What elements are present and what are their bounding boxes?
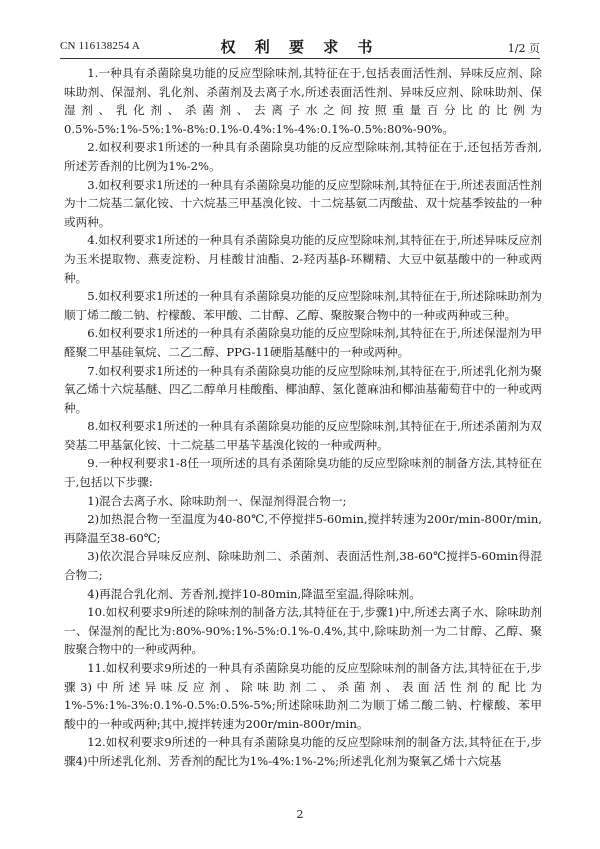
claim-step: 2)加热混合物一至温度为40-80℃,不停搅拌5-60min,搅拌转速为200r/min-800r/min,再降温至38-60℃; xyxy=(64,512,542,545)
claim-paragraph: 9.一种权利要求1-8任一项所述的具有杀菌除臭功能的反应型除味剂的制备方法,其特征在于,包括以下步骤: xyxy=(64,456,542,490)
claim-paragraph: 6.如权利要求1所述的一种具有杀菌除臭功能的反应型除味剂,其特征在于,所述保湿剂为甲醛聚二甲基硅氧烷、二乙二醇、PPG-11硬脂基醚中的一种或两种。 xyxy=(64,326,542,359)
claim-paragraph: 8.如权利要求1所述的一种具有杀菌除臭功能的反应型除味剂,其特征在于,所述杀菌剂为双癸基二甲基氯化铵、十二烷基二甲基苄基溴化铵的一种或两种。 xyxy=(64,419,542,452)
claim-paragraph: 3.如权利要求1所述的一种具有杀菌除臭功能的反应型除味剂,其特征在于,所述表面活性剂为十二烷基二氯化铵、十六烷基三甲基溴化铵、十二烷基氨二丙酸盐、双十烷基季铵盐的一种或两种。 xyxy=(64,177,542,229)
claim-paragraph: 7.如权利要求1所述的一种具有杀菌除臭功能的反应型除味剂,其特征在于,所述乳化剂为聚氧乙烯十六烷基醚、四乙二醇单月桂酸酯、椰油醇、氢化蓖麻油和椰油基葡萄苷中的一种或两种。 xyxy=(64,363,542,415)
page-info: 1/2 页 xyxy=(507,42,540,55)
header-rule xyxy=(60,58,540,59)
page-number: 2 xyxy=(296,808,304,821)
claim-step: 1)混合去离子水、除味助剂一、保湿剂得混合物一; xyxy=(87,493,347,508)
claims-body xyxy=(64,64,542,771)
claim-paragraph: 2.如权利要求1所述的一种具有杀菌除臭功能的反应型除味剂,其特征在于,还包括芳香剂,所述芳香剂的比例为1%-2%。 xyxy=(64,140,542,173)
claim-paragraph: 5.如权利要求1所述的一种具有杀菌除臭功能的反应型除味剂,其特征在于,所述除味助剂为顺丁烯二酸二钠、柠檬酸、苯甲酸、二甘醇、乙醇、聚胺聚合物中的一种或两种或三种。 xyxy=(64,289,542,322)
claim-paragraph: 11.如权利要求9所述的一种具有杀菌除臭功能的反应型除味剂的制备方法,其特征在于,步骤3)中所述异味反应剂、除味助剂二、杀菌剂、表面活性剂的配比为1%-5%:1%-3%:0.1%-0.5%:0.5%-5%;所述除味助剂二为顺丁烯二酸二钠、柠檬酸、苯甲酸中的一种或两种;其中,搅拌转速为200r/min-800r/min。 xyxy=(64,661,543,731)
document-title: 权 利 要 求 书 xyxy=(220,38,380,56)
publication-number: CN 116138254 A xyxy=(60,40,141,52)
claim-step: 4)再混合乳化剂、芳香剂,搅拌10-80min,降温至室温,得除味剂。 xyxy=(87,586,421,601)
claim-paragraph: 12.如权利要求9所述的一种具有杀菌除臭功能的反应型除味剂的制备方法,其特征在于,步骤4)中所述乳化剂、芳香剂的配比为1%-4%:1%-2%;所述乳化剂为聚氧乙烯十六烷基 xyxy=(64,735,543,768)
claim-paragraph: 10.如权利要求9所述的除味剂的制备方法,其特征在于,步骤1)中,所述去离子水、除味助剂一、保湿剂的配比为:80%-90%:1%-5%:0.1%-0.4%,其中,除味助剂一为二甘醇、乙醇、聚胺聚合物中的一种或两种。 xyxy=(64,605,542,657)
claim-paragraph: 4.如权利要求1所述的一种具有杀菌除臭功能的反应型除味剂,其特征在于,所述异味反应剂为玉米提取物、燕麦淀粉、月桂酸甘油酯、2-羟丙基β-环糊精、大豆中氨基酸中的一种或两种。 xyxy=(64,233,542,285)
page-header xyxy=(60,36,540,56)
claim-step: 3)依次混合异味反应剂、除味助剂二、杀菌剂、表面活性剂,38-60℃搅拌5-60min得混合物二; xyxy=(64,549,542,583)
claim-paragraph: 1.一种具有杀菌除臭功能的反应型除味剂,其特征在于,包括表面活性剂、异味反应剂、除味助剂、保湿剂、乳化剂、杀菌剂及去离子水,所述表面活性剂、异味反应剂、除味助剂、保湿剂、乳化剂、杀菌剂、去离子水之间按照重量百分比的比例为0.5%-5%:1%-5%:1%-8%:0.1%-0.4%:1%-4%:0.1%-0.5%:80%-90%。 xyxy=(64,66,542,136)
